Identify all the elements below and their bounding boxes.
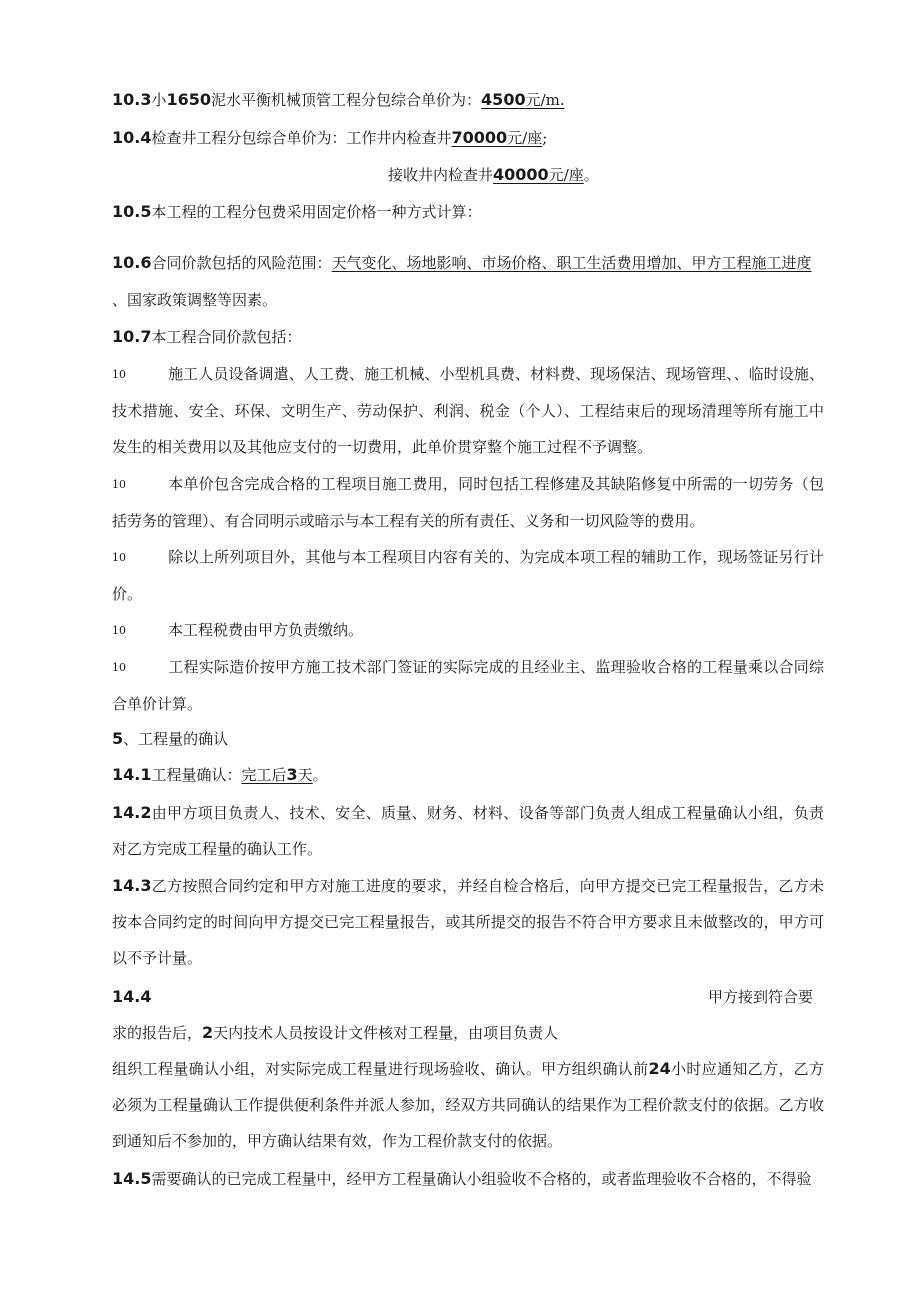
- clause-14-4-body: [112, 1051, 824, 1159]
- clause-14-1: [112, 757, 824, 793]
- punctuation: 。: [312, 766, 328, 784]
- clause-number: 14.2: [112, 803, 152, 822]
- clause-number: 14.3: [112, 876, 152, 895]
- list-item: [112, 539, 824, 612]
- days-number: 2: [202, 1023, 214, 1042]
- clause-text: 小时应通知乙方，乙方必须为工程量确认工作提供便利条件并派人参加，经双方共同确认的结果作为工程价款支付的依据。乙方收到通知后不参加的，甲方确认结果有效，作为工程价款支付的依据。: [112, 1060, 824, 1150]
- clause-text: 求的报告后，: [112, 1024, 203, 1042]
- confirm-deadline: [242, 766, 313, 784]
- clause-14-5: [112, 1161, 824, 1197]
- clause-10-4-line2: [388, 157, 808, 193]
- unit-price: [481, 91, 565, 109]
- list-item: [112, 466, 824, 539]
- section-heading: [112, 721, 824, 757]
- item-text: 施工人员设备调遣、人工费、施工机械、小型机具费、材料费、现场保洁、现场管理、、临时设施、技术措施、安全、环保、文明生产、劳动保护、利润、税金（个人）、工程结束后的现场清理等所有施工中发生的相关费用以及其他应支付的一切费用，此单价贯穿整个施工过程不予调整。: [112, 365, 824, 456]
- clause-number: 10.3: [112, 90, 152, 109]
- risk-scope-underlined: 天气变化、场地影响、市场价格、职工生活费用增加、: [331, 254, 692, 272]
- clause-number: 14.4: [112, 987, 152, 1006]
- item-marker: 10: [112, 661, 126, 674]
- clause-14-4-right: [708, 979, 828, 1015]
- clause-text: 小: [151, 91, 167, 109]
- clause-10-6-line2: [112, 282, 824, 318]
- section-title: 、工程量的确认: [123, 730, 229, 748]
- clause-14-3: [112, 868, 824, 976]
- risk-scope-text: 甲方工程施工进度: [691, 254, 812, 272]
- item-marker: 10: [112, 478, 126, 491]
- clause-text: 检查井工程分包综合单价为：工作井内检查井: [151, 129, 452, 147]
- item-text: 本单价包含完成合格的工程项目施工费用，同时包括工程修建及其缺陷修复中所需的一切劳务（包括劳务的管理）、有合同明示或暗示与本工程有关的所有责任、义务和一切风险等的费用。: [112, 475, 824, 530]
- item-text: 除以上所列项目外，其他与本工程项目内容有关的、为完成本项工程的辅助工作，现场签证另行计价。: [112, 548, 824, 603]
- clause-text: 由甲方项目负责人、技术、安全、质量、财务、材料、设备等部门负责人组成工程量确认小组，负责对乙方完成工程量的确认工作。: [112, 804, 824, 858]
- hours-number: 24: [648, 1059, 671, 1078]
- deadline-text: 完工后: [241, 766, 287, 784]
- clause-text: 组织工程量确认小组，对实际完成工程量进行现场验收、确认。甲方组织确认前: [112, 1060, 649, 1078]
- work-well-price-unit: 元/座: [507, 129, 543, 147]
- clause-text: 本工程合同价款包括：: [151, 328, 302, 346]
- clause-10-5: [112, 194, 824, 230]
- clause-10-3: [112, 82, 824, 118]
- clause-14-2: [112, 795, 824, 867]
- list-item: [112, 612, 824, 649]
- receiving-well-price-unit: 元/座: [548, 166, 584, 184]
- clause-number: 14.5: [112, 1169, 152, 1188]
- clause-text: 、国家政策调整等因素。: [112, 291, 278, 309]
- work-well-price-number: 70000: [451, 128, 508, 147]
- clause-number: 10.5: [112, 202, 152, 221]
- clause-text: 合同价款包括的风险范围：: [151, 254, 332, 272]
- unit-price-number: 4500: [481, 90, 526, 109]
- clause-text: 接收井内检查井: [388, 166, 494, 184]
- item-marker: 10: [112, 551, 126, 564]
- punctuation: 。: [583, 166, 599, 184]
- clause-14-4-line2: [112, 1015, 824, 1051]
- list-item: [112, 649, 824, 722]
- clause-number: 10.7: [112, 327, 152, 346]
- deadline-unit: 天: [297, 766, 313, 784]
- receiving-well-price-number: 40000: [493, 165, 549, 184]
- clause-10-6: [112, 245, 824, 281]
- item-text: 本工程税费由甲方负责缴纳。: [168, 621, 364, 639]
- receiving-well-price: [493, 166, 584, 184]
- diameter-value: 1650: [166, 90, 212, 109]
- clause-number: 14.1: [112, 765, 152, 784]
- item-marker: 10: [112, 368, 126, 381]
- item-marker: 10: [112, 624, 126, 637]
- clause-text: 需要确认的已完成工程量中，经甲方工程量确认小组验收不合格的，或者监理验收不合格的，不得验: [151, 1170, 812, 1188]
- clause-10-4: [112, 120, 824, 156]
- clause-number: 10.4: [112, 128, 152, 147]
- clause-text: 泥水平衡机械顶管工程分包综合单价为：: [211, 91, 482, 109]
- clause-text: 本工程的工程分包费采用固定价格一种方式计算：: [151, 203, 482, 221]
- clause-text: 甲方接到符合要: [708, 988, 814, 1006]
- clause-text: 天内技术人员按设计文件核对工程量，由项目负责人: [213, 1024, 559, 1042]
- clause-number: 10.6: [112, 253, 152, 272]
- clause-text: 乙方按照合同约定和甲方对施工进度的要求，并经自检合格后，向甲方提交已完工程量报告，乙方未按本合同约定的时间向甲方提交已完工程量报告，或其所提交的报告不符合甲方要求且未做整改的，甲方可以不予计量。: [112, 877, 824, 967]
- item-text: 工程实际造价按甲方施工技术部门签证的实际完成的且经业主、监理验收合格的工程量乘以合同综合单价计算。: [112, 658, 824, 713]
- list-item: [112, 356, 824, 465]
- work-well-price: [452, 129, 543, 147]
- deadline-days: 3: [286, 765, 298, 784]
- punctuation: ;: [542, 129, 548, 147]
- clause-text: 工程量确认：: [151, 766, 242, 784]
- clause-10-7: [112, 319, 824, 355]
- unit-price-unit: 元/m.: [525, 91, 565, 109]
- section-number: 5: [112, 729, 124, 748]
